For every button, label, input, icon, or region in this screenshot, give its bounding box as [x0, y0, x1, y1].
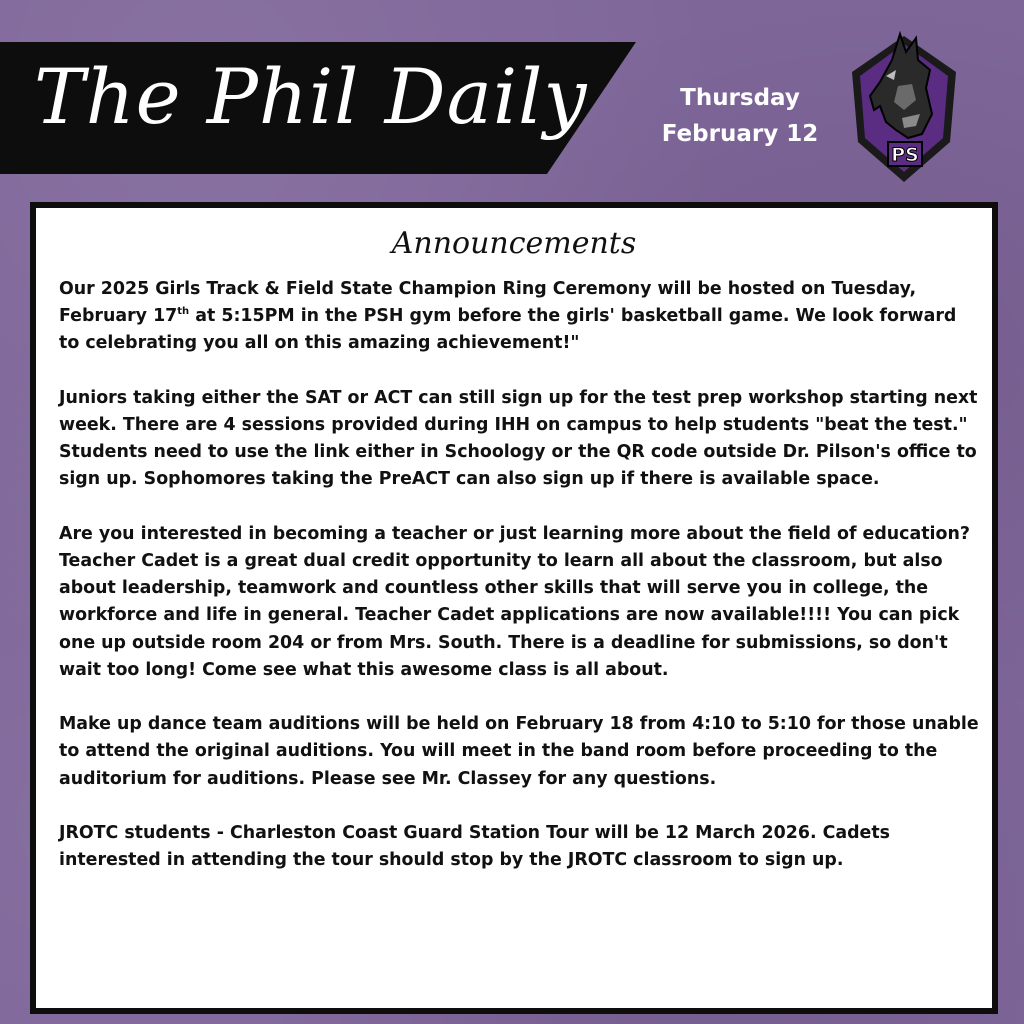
date-label: February 12: [661, 121, 819, 147]
announcements-body: [59, 276, 979, 902]
announcements-card: [30, 202, 998, 1014]
announcement-paragraph: Make up dance team auditions will be held on February 18 from 4:10 to 5:10 for those unable to attend the original auditions. You will meet in the band room before proceeding to the auditorium for auditions. Please see Mr. Classey for any questions.: [59, 714, 979, 789]
mustang-logo-icon: [846, 30, 962, 186]
ordinal-suffix: th: [177, 306, 190, 318]
day-label: Thursday: [680, 85, 800, 111]
announcement-text: at 5:15PM in the PSH gym before the girls' basketball game. We look forward to celebrating you all on this amazing achievement!": [59, 306, 957, 354]
announcement-paragraph: Are you interested in becoming a teacher or just learning more about the field of education? Teacher Cadet is a great dual credit opportunity to learn all about the classroom, but also about leadership, teamwork and countless other skills that will serve you in college, the workforce and life in general. Teacher Cadet applications are now available!!!! You can pick one up outside room 204 or from Mrs. South. There is a deadline for submissions, so don't wait too long! Come see what this awesome class is all about.: [59, 523, 970, 680]
announcement-paragraph: [59, 276, 979, 358]
announcement-paragraph: JROTC students - Charleston Coast Guard Station Tour will be 12 March 2026. Cadets interested in attending the tour should stop by the JROTC classroom to sign up.: [59, 823, 891, 871]
announcements-heading: Announcements: [391, 226, 637, 261]
newsletter-title: The Phil Daily: [34, 52, 588, 141]
date-block: [650, 80, 830, 152]
announcement-paragraph: Juniors taking either the SAT or ACT can still sign up for the test prep workshop starting next week. There are 4 sessions provided during IHH on campus to help students "beat the test." Students need to use the link either in Schoology or the QR code outside Dr. Pilson's office to sign up. Sophomores taking the PreACT can also sign up if there is available space.: [59, 387, 978, 490]
logo-lettering: PS: [891, 144, 919, 166]
announcement-text: Our 2025 Girls Track & Field State Champion Ring Ceremony will be hosted on Tuesday, February 17: [59, 279, 917, 327]
